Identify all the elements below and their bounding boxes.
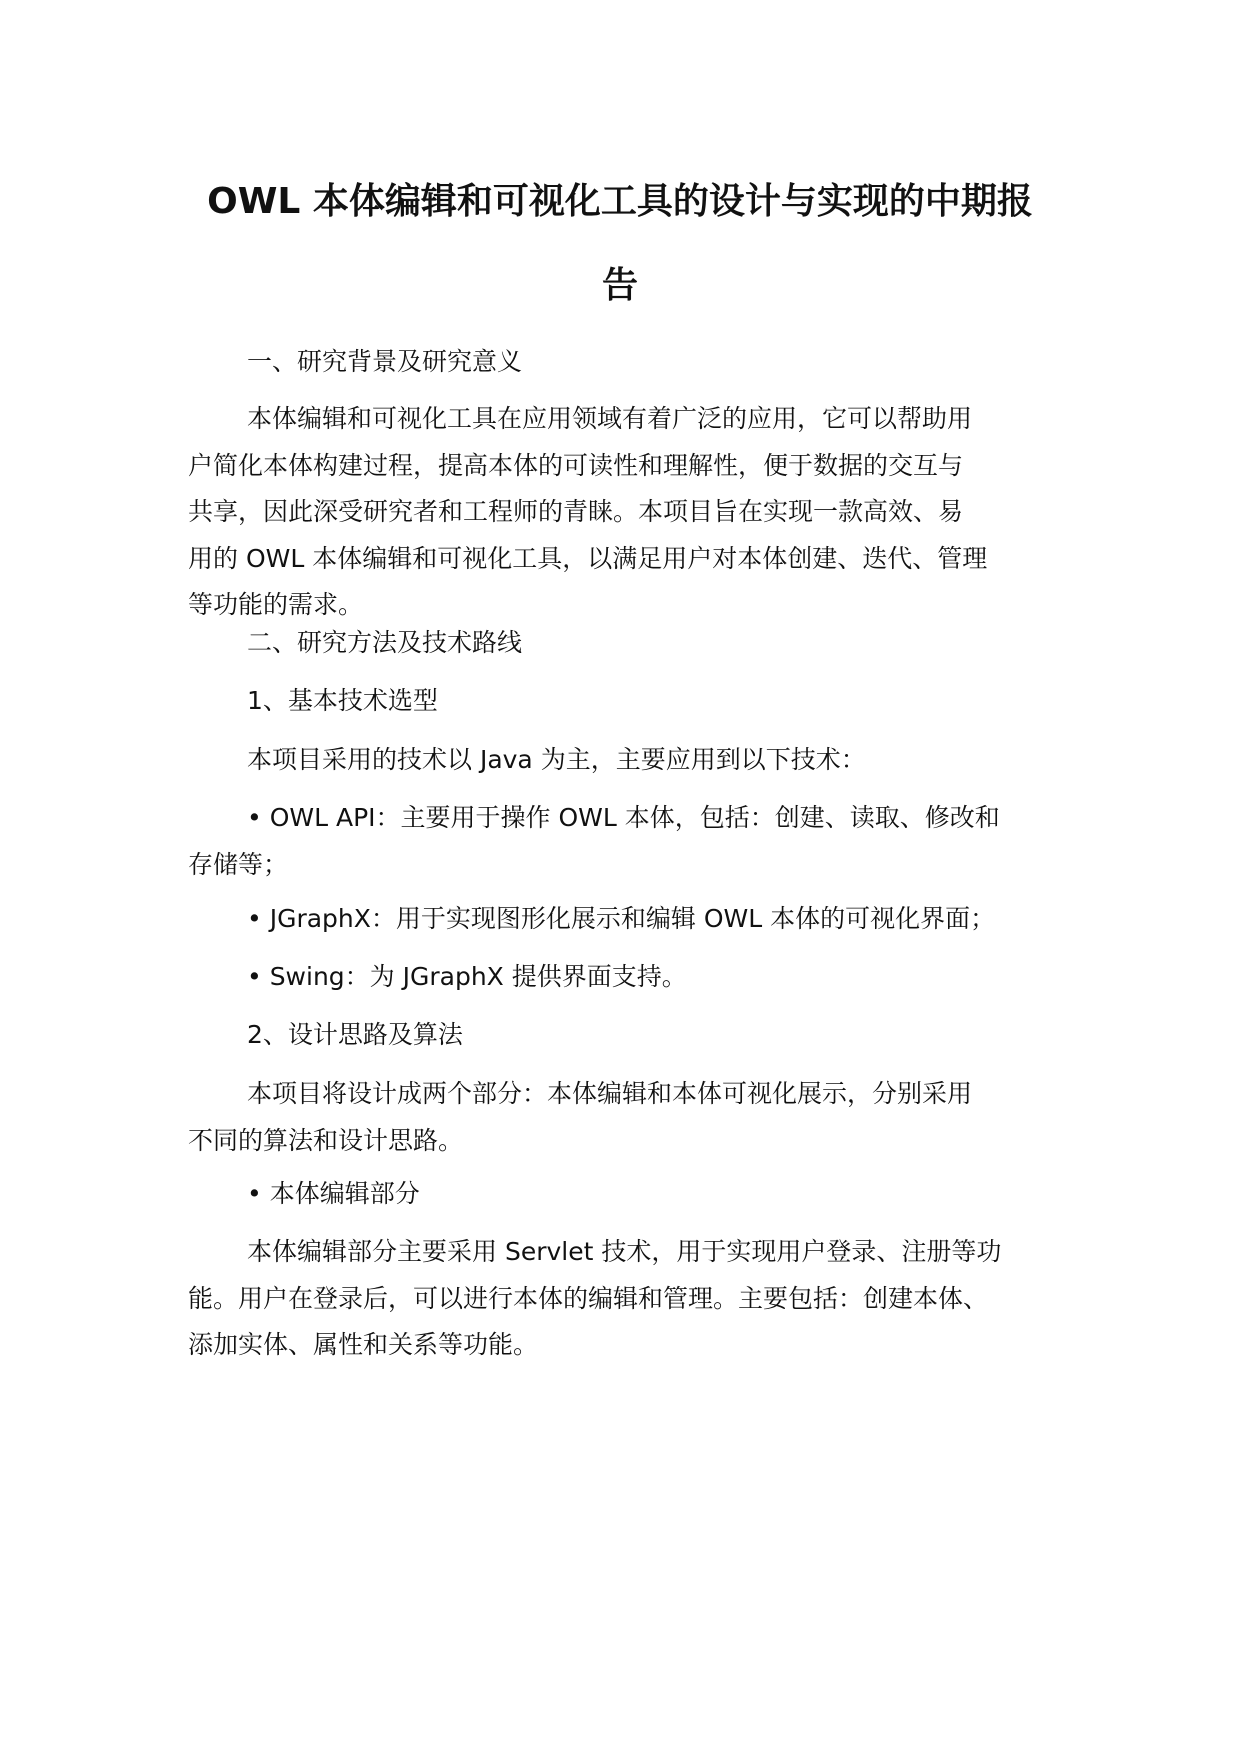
text-line: 添加实体、属性和关系等功能。 [188, 1330, 539, 1359]
text-line: • Swing：为 JGraphX 提供界面支持。 [247, 962, 687, 991]
bullet-owl-api [188, 795, 1068, 888]
text-line: 二、研究方法及技术路线 [247, 628, 523, 657]
section-heading-methods [188, 620, 1068, 667]
text-line: • JGraphX：用于实现图形化展示和编辑 OWL 本体的可视化界面； [247, 904, 996, 933]
text-line: 本项目采用的技术以 Java 为主，主要应用到以下技术： [247, 745, 866, 774]
text-line: 2、设计思路及算法 [247, 1020, 463, 1049]
text-line: 1、基本技术选型 [247, 686, 438, 715]
text-line: 一、研究背景及研究意义 [247, 347, 523, 376]
text-line: 户简化本体构建过程，提高本体的可读性和理解性，便于数据的交互与 [188, 450, 964, 480]
paragraph-background [188, 396, 1068, 629]
paragraph-tech-intro [188, 737, 1068, 784]
text-line: 存储等； [188, 849, 289, 879]
paragraph-editing [188, 1229, 1068, 1369]
section-heading-background [188, 339, 1068, 386]
text-line: 本体编辑和可视化工具在应用领域有着广泛的应用，它可以帮助用 [247, 404, 973, 433]
bullet-jgraphx [188, 896, 1068, 943]
subsection-heading-tech [188, 678, 1068, 725]
subsection-heading-design [188, 1012, 1068, 1059]
text-line: 用的 OWL 本体编辑和可视化工具，以满足用户对本体创建、迭代、管理 [188, 543, 988, 573]
bullet-editing-part [188, 1171, 1068, 1218]
document-title-line-1: OWL 本体编辑和可视化工具的设计与实现的中期报 [207, 181, 1033, 222]
text-line: 本体编辑部分主要采用 Servlet 技术，用于实现用户登录、注册等功 [247, 1237, 1002, 1266]
text-line: 不同的算法和设计思路。 [188, 1125, 464, 1155]
paragraph-design [188, 1071, 1068, 1164]
text-line: 共享，因此深受研究者和工程师的青睐。本项目旨在实现一款高效、易 [188, 497, 964, 526]
text-line: 能。用户在登录后，可以进行本体的编辑和管理。主要包括：创建本体、 [188, 1283, 989, 1313]
text-line: 等功能的需求。 [188, 590, 364, 619]
text-line: 本项目将设计成两个部分：本体编辑和本体可视化展示，分别采用 [247, 1079, 973, 1108]
text-line: • OWL API：主要用于操作 OWL 本体，包括：创建、读取、修改和 [247, 803, 1000, 832]
bullet-swing [188, 954, 1068, 1001]
text-line: • 本体编辑部分 [247, 1179, 420, 1208]
document-title-line-2: 告 [601, 265, 638, 306]
